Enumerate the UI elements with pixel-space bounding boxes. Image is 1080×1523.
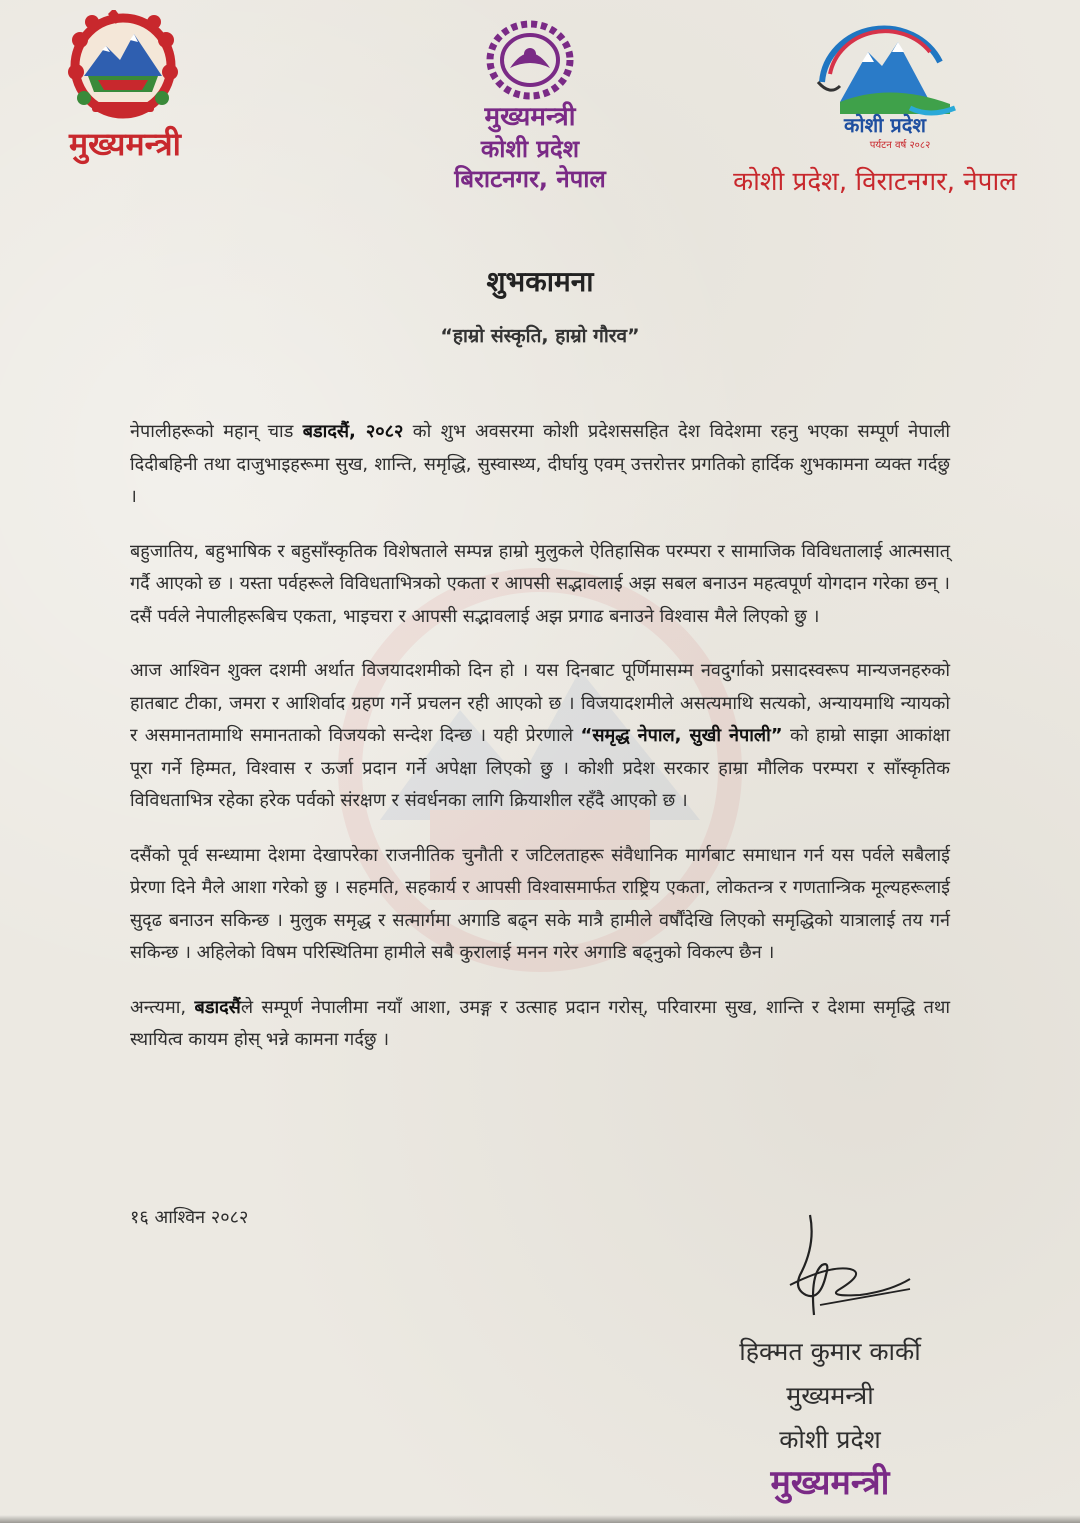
signatory-block — [690, 1330, 970, 1462]
letter-body — [130, 416, 950, 1079]
right-header-title: कोशी प्रदेश, विराटनगर, नेपाल — [733, 167, 1017, 197]
paragraph-1-bold: बडादसैं, २०८२ — [302, 421, 404, 442]
center-header-line2: कोशी प्रदेश — [480, 135, 580, 163]
document-title: शुभकामना — [486, 265, 594, 298]
paragraph-4-text: दसैंको पूर्व सन्ध्यामा देशमा देखापरेका राजनीतिक चुनौती र जटिलताहरू संवैधानिक मार्गबाट समाधान गर्न यस पर्वले सबैलाई प्रेरणा दिने मैले आशा गरेको छु । सहमति, सहकार्य र आपसी विश्वासमार्फत राष्ट्रिय एकता, लोकतन्त्र र गणतान्त्रिक मूल्यहरूलाई सुदृढ बनाउन सकिन्छ । मुलुक समृद्ध र सत्मार्गमा अगाडि बढ्न सके मात्रै हामीले वर्षौंदेखि लिएको समृद्धिको यात्रालाई तय गर्न सकिन्छ । अहिलेको विषम परिस्थितिमा हामीले सबै कुरालाई मनन गरेर अगाडि बढ्नुको विकल्प छैन । — [130, 844, 950, 963]
letter-date: १६ आश्विन २०८२ — [130, 1207, 249, 1228]
paragraph-2 — [130, 536, 950, 634]
center-header — [410, 100, 650, 194]
paragraph-5 — [130, 992, 950, 1057]
signatory-province: कोशी प्रदेश — [779, 1425, 881, 1454]
nepal-emblem-icon — [62, 10, 184, 120]
page-bottom-edge — [0, 1515, 1080, 1523]
koshi-province-logo-icon — [810, 22, 960, 152]
paragraph-5-text-b: ले सम्पूर्ण नेपालीमा नयाँ आशा, उमङ्ग र उत्साह प्रदान गरोस्, परिवारमा सुख, शान्ति र देशमा समृद्धि तथा स्थायित्व कायम होस् भन्ने कामना गर्दछु । — [130, 996, 951, 1050]
center-header-line1: मुख्यमन्त्री — [484, 102, 576, 132]
paragraph-3-bold: “समृद्ध नेपाल, सुखी नेपाली” — [580, 725, 783, 746]
signatory-position: मुख्यमन्त्री — [786, 1381, 874, 1410]
paragraph-4 — [130, 840, 950, 970]
koshi-logo-text: कोशी प्रदेश — [844, 113, 926, 137]
paragraph-1-text-b: को शुभ अवसरमा कोशी प्रदेशससहित देश विदेशमा रहनु भएका सम्पूर्ण नेपाली दिदीबहिनी तथा दाजुभाइहरूमा सुख, शान्ति, समृद्धि, सुस्वास्थ्य, दीर्घायु एवम् उत्तरोत्तर प्रगतिको हार्दिक शुभकामना व्यक्त गर्दछु । — [130, 421, 950, 507]
left-header-title: मुख्यमन्त्री — [69, 125, 181, 163]
paragraph-3-text-a: आज आश्विन शुक्ल दशमी अर्थात विजयादशमीको दिन हो । यस दिनबाट पूर्णिमासम्म नवदुर्गाको प्रसादस्वरूप मान्यजनहरुको हातबाट टीका, जमरा र आशिर्वाद ग्रहण गर्ने प्रचलन रही आएको छ । विजयादशमीले असत्यमाथि सत्यको, अन्यायमाथि न्यायको र असमानतामाथि समानताको विजयको सन्देश दिन्छ । यही प्रेरणाले — [130, 660, 950, 746]
document-slogan: “हाम्रो संस्कृति, हाम्रो गौरव” — [440, 325, 640, 347]
paragraph-5-text-a: अन्त्यमा, — [130, 996, 195, 1018]
paragraph-2-text: बहुजातिय, बहुभाषिक र बहुसाँस्कृतिक विशेषताले सम्पन्न हाम्रो मुलुकले ऐतिहासिक परम्परा र सामाजिक विविधतालाई आत्मसात् गर्दै आएको छ । यस्ता पर्वहरूले विविधताभित्रको एकता र आपसी सद्भावलाई अझ सबल बनाउन महत्वपूर्ण योगदान गरेका छन् । दसैं पर्वले नेपालीहरूबिच एकता, भाइचरा र आपसी सद्भावलाई अझ प्रगाढ बनाउने विश्वास मैले लिएको छु । — [130, 540, 950, 627]
paragraph-1-text-a: नेपालीहरूको महान् चाड — [130, 421, 303, 442]
signatory-stamp: मुख्यमन्त्री — [770, 1463, 890, 1503]
paragraph-5-bold: बडादसैं — [194, 996, 241, 1018]
paragraph-3 — [130, 655, 950, 818]
koshi-logo-subtext: पर्यटन वर्ष २०८२ — [869, 140, 931, 151]
signature-icon — [770, 1205, 920, 1335]
paragraph-3-text-b: को हाम्रो साझा आकांक्षा पूरा गर्ने हिम्मत, विश्वास र ऊर्जा प्रदान गर्ने अपेक्षा लिएको छु । कोशी प्रदेश सरकार हाम्रा मौलिक परम्परा र साँस्कृतिक विविधताभित्र रहेका हरेक पर्वको संरक्षण र संवर्धनका लागि क्रियाशील रहँदै आएको छ । — [130, 725, 950, 811]
paragraph-1 — [130, 416, 950, 514]
signatory-name: हिक्मत कुमार कार्की — [739, 1337, 921, 1366]
chief-minister-seal-icon — [480, 18, 580, 102]
center-header-line3: बिराटनगर, नेपाल — [454, 165, 606, 193]
